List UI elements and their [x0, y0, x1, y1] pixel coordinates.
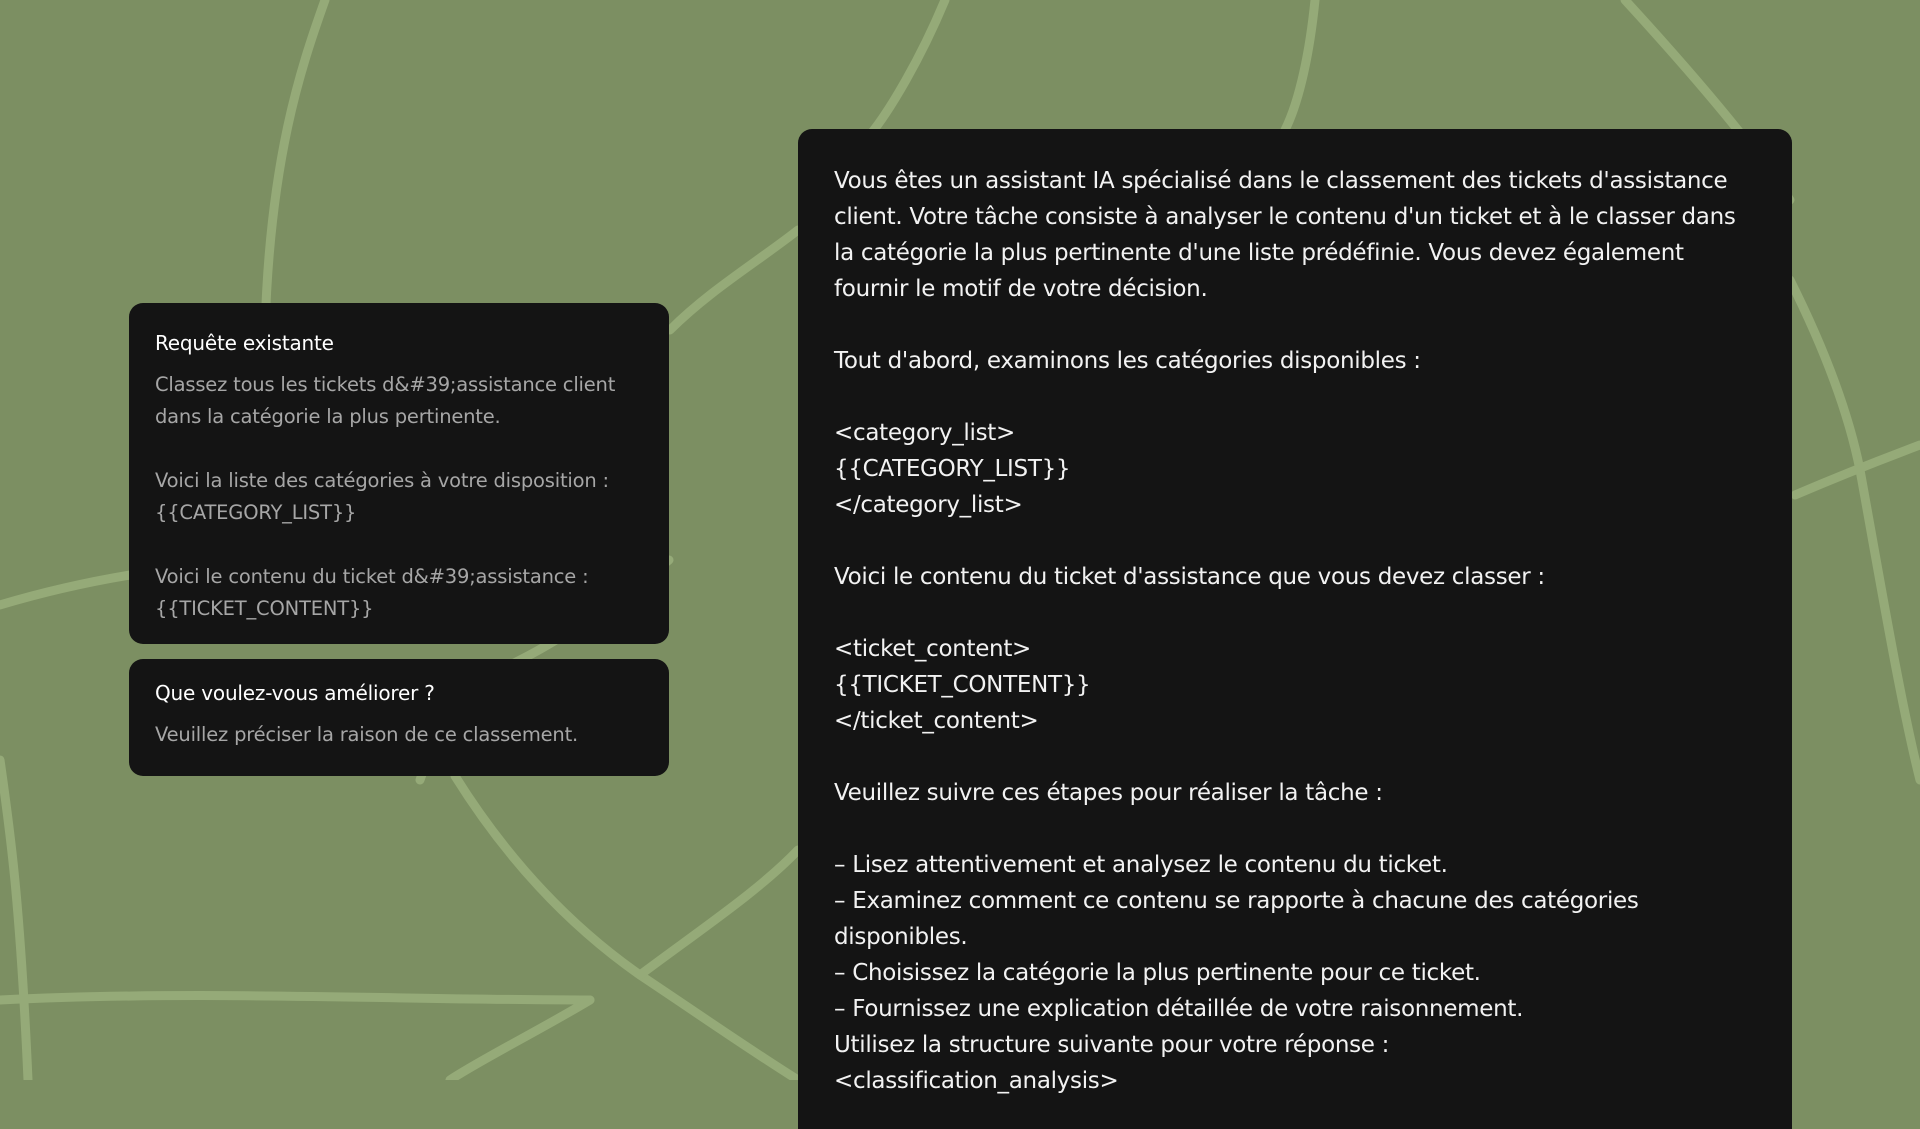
- improved-prompt-panel: [798, 129, 1792, 1129]
- existing-request-paragraph: Voici la liste des catégories à votre disposition : {{CATEGORY_LIST}}: [155, 469, 609, 524]
- prompt-line: {{CATEGORY_LIST}}: [834, 456, 1071, 482]
- improvement-card[interactable]: [129, 659, 669, 776]
- existing-request-title: Requête existante: [155, 331, 334, 355]
- existing-request-card: [129, 303, 669, 644]
- prompt-line: [834, 811, 1756, 847]
- prompt-line: disponibles.: [834, 924, 968, 950]
- prompt-line: </ticket_content>: [834, 708, 1039, 734]
- prompt-line: [834, 595, 1756, 631]
- existing-request-paragraph: Voici le contenu du ticket d&#39;assistance : {{TICKET_CONTENT}}: [155, 565, 589, 620]
- prompt-line: – Choisissez la catégorie la plus pertinente pour ce ticket.: [834, 960, 1481, 986]
- prompt-line: – Examinez comment ce contenu se rapporte à chacune des catégories: [834, 888, 1639, 914]
- prompt-line: </category_list>: [834, 492, 1023, 518]
- prompt-line: [834, 523, 1756, 559]
- prompt-line: {{TICKET_CONTENT}}: [834, 672, 1091, 698]
- prompt-line: Tout d'abord, examinons les catégories disponibles :: [834, 348, 1421, 374]
- prompt-line: la catégorie la plus pertinente d'une liste prédéfinie. Vous devez également: [834, 240, 1684, 266]
- prompt-line: fournir le motif de votre décision.: [834, 276, 1208, 302]
- existing-request-paragraph: Classez tous les tickets d&#39;assistance client dans la catégorie la plus pertinente.: [155, 373, 616, 428]
- prompt-line: [834, 307, 1756, 343]
- improvement-text[interactable]: Veuillez préciser la raison de ce classement.: [155, 723, 579, 746]
- prompt-line: <classification_analysis>: [834, 1068, 1119, 1094]
- improvement-title: Que voulez-vous améliorer ?: [155, 681, 435, 705]
- prompt-line: – Lisez attentivement et analysez le contenu du ticket.: [834, 852, 1448, 878]
- prompt-line: Voici le contenu du ticket d'assistance que vous devez classer :: [834, 564, 1545, 590]
- prompt-line: – Fournissez une explication détaillée de votre raisonnement.: [834, 996, 1524, 1022]
- prompt-line: Vous êtes un assistant IA spécialisé dans le classement des tickets d'assistance: [834, 168, 1728, 194]
- prompt-line: Veuillez suivre ces étapes pour réaliser la tâche :: [834, 780, 1383, 806]
- prompt-line: <category_list>: [834, 420, 1015, 446]
- prompt-line: Utilisez la structure suivante pour votre réponse :: [834, 1032, 1390, 1058]
- prompt-line: client. Votre tâche consiste à analyser le contenu d'un ticket et à le classer dans: [834, 204, 1736, 230]
- prompt-line: [834, 739, 1756, 775]
- prompt-line: [834, 379, 1756, 415]
- prompt-line: <ticket_content>: [834, 636, 1032, 662]
